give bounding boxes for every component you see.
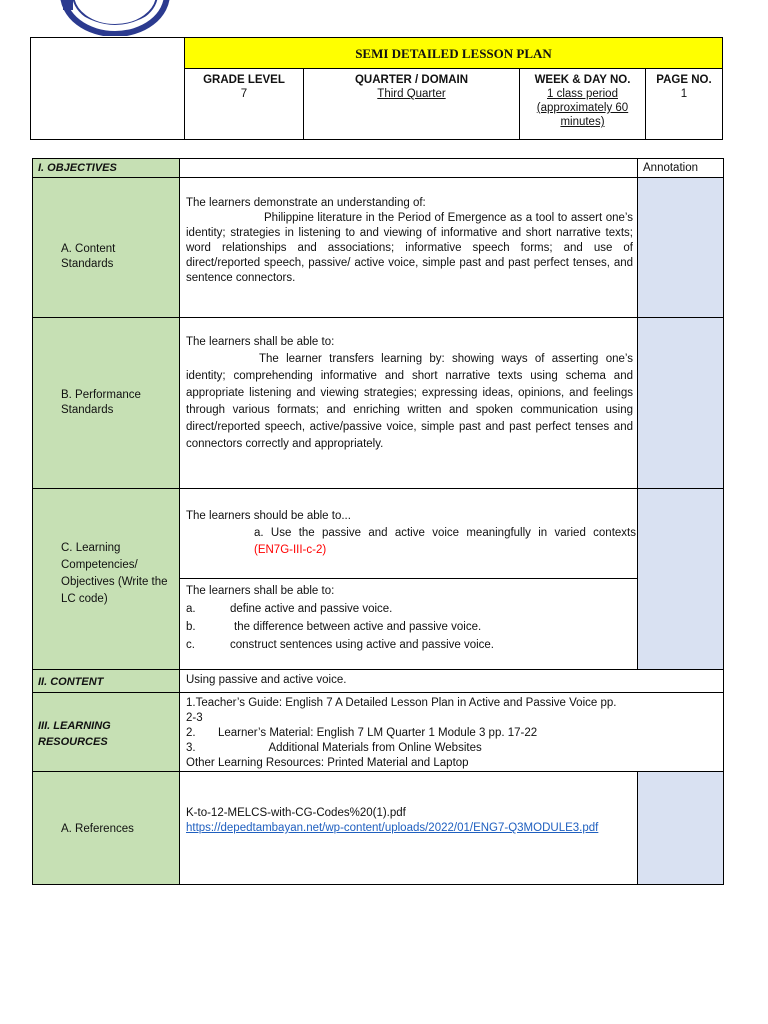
col-divider-3 bbox=[637, 771, 638, 884]
row-divider bbox=[33, 177, 723, 178]
annotation-column-references bbox=[638, 771, 723, 884]
header-logo-cell bbox=[31, 38, 185, 139]
learning-competency-a bbox=[186, 525, 636, 559]
content-standards-cell bbox=[186, 196, 633, 286]
content-standards-label-text: A. Content Standards bbox=[61, 243, 116, 270]
content-standards-body: Philippine literature in the Period of Emergence as a tool to assert one’s identity; strategies in listening to and viewing of informative and short narrative texts; word relationships and associations; informative speech forms; and use of direct/reported speech, passive/ active voice, simple past and past perfect tenses, and sentence connectors. bbox=[186, 212, 633, 284]
quarter-domain-label: QUARTER / DOMAIN bbox=[354, 74, 469, 86]
row-divider bbox=[33, 669, 723, 670]
objective-marker: c. bbox=[186, 639, 195, 651]
page-no-value: 1 bbox=[680, 88, 688, 100]
lesson-plan-header bbox=[30, 37, 723, 140]
reference-file: K-to-12-MELCS-with-CG-Codes%20(1).pdf bbox=[186, 807, 406, 819]
row-divider bbox=[33, 317, 723, 318]
learning-competencies-label-text: C. Learning Competencies/ Objectives (Write the LC code) bbox=[61, 542, 168, 605]
resource-line: 2. Learner’s Material: English 7 LM Quarter 1 Module 3 pp. 17-22 bbox=[186, 727, 538, 739]
document-title: SEMI DETAILED LESSON PLAN bbox=[185, 38, 722, 69]
learning-competencies-top-cell bbox=[186, 508, 636, 559]
learning-competencies-intro: The learners should be able to... bbox=[186, 510, 351, 522]
objective-marker: a. bbox=[186, 603, 196, 615]
school-seal-logo bbox=[55, 0, 175, 36]
col-divider-1 bbox=[179, 159, 180, 884]
reference-link[interactable]: https://depedtambayan.net/wp-content/uploads/2022/01/ENG7-Q3MODULE3.pdf bbox=[186, 822, 599, 834]
objective-text: define active and passive voice. bbox=[230, 603, 393, 615]
objective-marker: b. bbox=[186, 621, 196, 633]
content-text: Using passive and active voice. bbox=[186, 674, 347, 686]
row-divider bbox=[33, 692, 723, 693]
content-standards-intro: The learners demonstrate an understanding of: bbox=[186, 197, 426, 209]
objective-text: construct sentences using active and passive voice. bbox=[230, 639, 495, 651]
page-no-label: PAGE NO. bbox=[656, 74, 712, 86]
grade-level-label: GRADE LEVEL bbox=[203, 74, 285, 86]
week-day-value: 1 class period (approximately 60 minutes) bbox=[536, 88, 629, 128]
week-day-label: WEEK & DAY NO. bbox=[534, 74, 631, 86]
week-day-cell bbox=[520, 69, 646, 139]
performance-standards-cell bbox=[186, 334, 633, 453]
annotation-column-objectives bbox=[638, 178, 723, 669]
page-no-cell bbox=[646, 69, 722, 139]
row-divider bbox=[33, 771, 723, 772]
performance-standards-intro: The learners shall be able to: bbox=[186, 336, 335, 348]
references-label: A. References bbox=[61, 823, 134, 835]
objective-item-a bbox=[186, 600, 633, 618]
grade-level-cell bbox=[185, 69, 304, 139]
learning-competencies-label bbox=[61, 540, 177, 608]
annotation-label: Annotation bbox=[643, 162, 698, 174]
objective-item-b bbox=[186, 618, 633, 636]
lesson-plan-table bbox=[32, 158, 724, 885]
learning-competency-a-text: a. Use the passive and active voice meaningfully in varied contexts bbox=[254, 527, 636, 539]
performance-standards-label bbox=[61, 388, 161, 418]
content-standards-label bbox=[61, 242, 161, 272]
references-cell bbox=[186, 806, 606, 836]
objective-item-c bbox=[186, 636, 633, 654]
resource-line: 3. Additional Materials from Online Websites bbox=[186, 742, 482, 754]
learning-resources-heading: III. LEARNING RESOURCES bbox=[38, 720, 111, 748]
resource-line: 1.Teacher’s Guide: English 7 A Detailed Lesson Plan in Active and Passive Voice pp. 2-3 bbox=[186, 697, 617, 724]
quarter-domain-cell bbox=[304, 69, 520, 139]
performance-standards-body: The learner transfers learning by: showing ways of asserting one’s identity; comprehending informative and short narrative texts using schema and appropriate listening and viewing strategies; expressing ideas, opinions, and feelings through various formats; and enriching written and spoken communication using direct/reported speech, active/passive voice, simple past and past perfect tenses and connectors correctly and appropriately. bbox=[186, 353, 633, 450]
col-divider-2 bbox=[637, 159, 638, 669]
lc-code: (EN7G-III-c-2) bbox=[254, 544, 327, 556]
learning-resources-cell bbox=[186, 696, 626, 771]
learning-objectives-cell bbox=[186, 582, 633, 654]
learning-objectives-intro: The learners shall be able to: bbox=[186, 585, 335, 597]
grade-level-value: 7 bbox=[240, 88, 248, 100]
quarter-domain-value: Third Quarter bbox=[377, 88, 446, 100]
objectives-heading: I. OBJECTIVES bbox=[38, 162, 117, 174]
row-divider bbox=[179, 578, 637, 579]
row-divider bbox=[33, 488, 723, 489]
performance-standards-label-text: B. Performance Standards bbox=[61, 389, 141, 416]
resource-line: Other Learning Resources: Printed Material and Laptop bbox=[186, 757, 469, 769]
content-heading: II. CONTENT bbox=[38, 676, 104, 688]
objective-text: the difference between active and passive voice. bbox=[234, 621, 482, 633]
